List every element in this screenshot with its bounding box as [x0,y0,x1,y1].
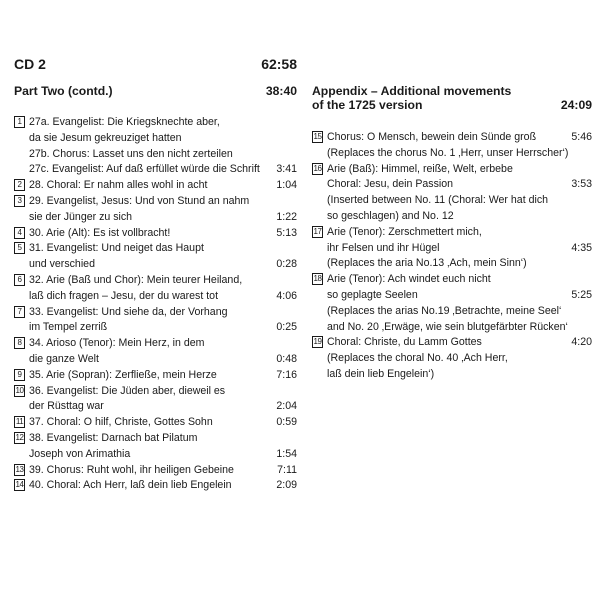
track-lines [29,463,297,479]
track-duration: 7:11 [277,463,297,476]
track-title: 32. Arie (Baß und Chor): Mein teurer Heiland, [29,273,243,286]
track-title: sie der Jünger zu sich [29,210,133,223]
track-title: and No. 20 ‚Erwäge, wie sein blutgefärbter Rücken‘ [327,320,568,333]
track-duration [588,193,592,209]
track-lines [29,194,297,226]
track-lines [29,478,297,494]
track-line [29,289,297,305]
track-title: (Replaces the aria No.13 ‚Ach, mein Sinn‘) [327,257,527,270]
track-number-box: 1 [14,116,25,128]
track-number-box: 9 [14,369,25,381]
track-duration [588,272,592,288]
track-number-cell [312,162,327,225]
track-title: so geplagte Seelen [327,288,418,301]
track-duration [293,305,297,321]
track-lines [29,368,297,384]
track-entry [14,115,297,178]
track-line [29,352,297,368]
track-entry [14,241,297,273]
track-title: 33. Evangelist: Und siehe da, der Vorhang [29,305,228,318]
track-line [29,241,297,257]
track-line [327,272,592,288]
track-line [29,210,297,226]
track-duration [588,146,592,162]
track-line [29,336,297,352]
track-line [29,178,297,194]
track-line [327,351,592,367]
track-line [29,463,297,479]
track-number-box: 16 [313,163,322,173]
track-number-cell [14,368,29,384]
track-title: Chorus: O Mensch, bewein dein Sünde groß [327,131,537,143]
track-line [327,193,592,209]
track-number-cell [312,335,327,382]
track-duration: 4:06 [276,289,297,302]
track-duration [588,209,592,225]
track-duration [588,162,592,178]
track-entry [14,194,297,226]
track-line [327,146,592,162]
track-duration [588,367,592,383]
track-duration [293,115,297,131]
track-duration [293,147,297,163]
track-duration: 4:20 [571,336,592,349]
track-number-box: 17 [313,226,322,236]
track-line [327,335,592,351]
track-duration [293,431,297,447]
track-line [29,399,297,415]
track-line [29,162,297,178]
track-number-cell [14,336,29,368]
track-lines [327,335,592,382]
track-lines [29,178,297,194]
track-duration: 3:53 [571,178,592,191]
track-title: 38. Evangelist: Darnach bat Pilatum [29,431,198,444]
track-title: 28. Choral: Er nahm alles wohl in acht [29,179,208,192]
track-title: 34. Arioso (Tenor): Mein Herz, in dem [29,337,205,350]
track-duration [293,273,297,289]
track-line [327,367,592,383]
track-title: und verschied [29,258,95,271]
track-duration [293,194,297,210]
track-lines [327,130,592,162]
track-number-box: 8 [14,337,25,349]
track-title: der Rüsttag war [29,400,104,413]
track-number-box: 18 [313,274,322,284]
part-two-heading [14,84,297,98]
track-title: da sie Jesum gekreuziget hatten [29,131,182,144]
track-number-cell [312,225,327,272]
track-line [29,447,297,463]
track-entry [14,478,297,494]
cd-total-duration: 62:58 [261,56,297,72]
track-line [29,115,297,131]
track-title: 40. Choral: Ach Herr, laß dein lieb Engelein [29,479,232,492]
part-two-section [14,84,297,494]
track-duration: 5:13 [276,226,297,239]
cd-title: CD 2 [14,56,46,72]
track-lines [327,272,592,335]
track-duration [293,131,297,147]
track-duration: 2:04 [276,400,297,413]
part-two-duration: 38:40 [265,84,297,98]
track-line [29,431,297,447]
track-duration: 4:35 [571,241,592,254]
track-entry [14,384,297,416]
track-number-box: 7 [14,306,25,318]
track-duration: 1:04 [276,179,297,192]
track-title: laß dein lieb Engelein‘) [327,367,435,380]
appendix-section [312,84,592,383]
track-duration: 5:25 [571,288,592,301]
track-entry [14,431,297,463]
track-number-cell [14,463,29,479]
track-title: (Inserted between No. 11 (Choral: Wer hat dich [327,194,549,207]
track-number-cell [14,431,29,463]
track-entry [14,336,297,368]
track-title: 29. Evangelist, Jesus: Und von Stund an nahm [29,194,250,207]
appendix-duration: 24:09 [560,98,592,112]
track-line [29,257,297,273]
track-entry [14,273,297,305]
track-title: Joseph von Arimathia [29,447,131,460]
track-title: 37. Choral: O hilf, Christe, Gottes Sohn [29,416,213,429]
track-line [327,162,592,178]
part-two-title: Part Two (contd.) [14,84,113,98]
track-number-cell [14,241,29,273]
track-lines [29,115,297,178]
track-line [29,147,297,163]
track-duration: 5:46 [571,131,592,143]
part-two-track-list [14,115,297,494]
track-line [327,130,592,146]
track-number-cell [14,305,29,337]
track-duration [588,351,592,367]
track-duration: 2:09 [276,479,297,492]
track-number-box: 3 [14,195,25,207]
track-number-box: 12 [15,432,24,442]
track-line [327,304,592,320]
track-title: 39. Chorus: Ruht wohl, ihr heiligen Gebeine [29,463,234,476]
track-number-box: 11 [15,417,24,427]
track-duration [588,304,592,320]
track-title: 35. Arie (Sopran): Zerfließe, mein Herze [29,368,217,381]
track-entry [14,463,297,479]
track-duration [293,241,297,257]
track-title: so geschlagen) and No. 12 [327,209,454,222]
track-number-cell [14,273,29,305]
track-line [29,194,297,210]
track-title: im Tempel zerriß [29,321,108,334]
track-number-box: 13 [15,464,24,474]
track-title: 36. Evangelist: Die Jüden aber, dieweil es [29,384,226,397]
track-entry [312,130,592,162]
track-line [29,131,297,147]
track-entry [14,226,297,242]
track-lines [29,431,297,463]
track-number-cell [14,194,29,226]
appendix-title: Appendix – Additional movements of the 1725 version [312,84,512,112]
track-number-cell [14,115,29,178]
track-line [29,320,297,336]
track-title: Choral: Christe, du Lamm Gottes [327,336,482,349]
track-title: ihr Felsen und ihr Hügel [327,241,440,254]
track-title: 27c. Evangelist: Auf daß erfüllet würde die Schrift [29,163,260,176]
track-title: Arie (Tenor): Ach windet euch nicht [327,273,491,286]
track-entry [14,415,297,431]
track-title: Arie (Tenor): Zerschmettert mich, [327,225,482,238]
track-number-box: 19 [313,337,322,347]
track-number-box: 15 [313,132,322,141]
track-title: laß dich fragen – Jesu, der du warest tot [29,289,219,302]
track-lines [29,415,297,431]
track-title: 30. Arie (Alt): Es ist vollbracht! [29,226,171,239]
track-duration: 0:28 [276,258,297,271]
track-duration: 0:59 [276,416,297,429]
track-lines [327,162,592,225]
track-number-cell [14,415,29,431]
track-number-cell [312,130,327,162]
track-duration: 1:54 [276,447,297,460]
track-line [327,209,592,225]
track-number-box: 14 [15,480,24,490]
track-duration [293,384,297,400]
track-number-cell [14,478,29,494]
track-duration [293,336,297,352]
track-line [29,368,297,384]
track-title: (Replaces the choral No. 40 ‚Ach Herr, [327,352,508,365]
track-number-cell [14,384,29,416]
track-title: 31. Evangelist: Und neiget das Haupt [29,242,204,255]
track-title: die ganze Welt [29,352,99,365]
track-line [327,177,592,193]
appendix-track-list [312,130,592,383]
track-duration: 1:22 [276,210,297,223]
track-entry [312,225,592,272]
track-entry [14,178,297,194]
track-line [29,384,297,400]
track-number-box: 6 [14,274,25,286]
track-line [327,225,592,241]
track-number-box: 4 [14,227,25,239]
track-entry [312,335,592,382]
track-duration: 0:25 [276,321,297,334]
track-number-cell [14,178,29,194]
track-line [29,273,297,289]
track-lines [29,384,297,416]
track-lines [29,336,297,368]
track-lines [29,226,297,242]
track-duration [588,225,592,241]
track-line [29,305,297,321]
track-line [29,478,297,494]
track-lines [327,225,592,272]
track-line [327,320,592,336]
track-entry [312,272,592,335]
track-entry [14,368,297,384]
track-duration [588,320,592,336]
track-entry [312,162,592,225]
track-duration: 3:41 [276,163,297,176]
track-number-cell [14,226,29,242]
track-lines [29,241,297,273]
track-number-box: 2 [14,179,25,191]
track-line [327,241,592,257]
track-number-box: 5 [14,242,25,254]
track-lines [29,305,297,337]
track-number-cell [312,272,327,335]
track-duration [588,256,592,272]
appendix-heading [312,84,592,112]
track-title: Choral: Jesu, dein Passion [327,178,454,191]
track-title: (Replaces the arias No.19 ‚Betrachte, meine Seel‘ [327,304,562,317]
track-line [327,288,592,304]
track-duration: 7:16 [276,368,297,381]
track-title: (Replaces the chorus No. 1 ‚Herr, unser Herrscher‘) [327,146,569,159]
track-lines [29,273,297,305]
track-line [29,415,297,431]
track-entry [14,305,297,337]
track-line [327,256,592,272]
track-title: 27b. Chorus: Lasset uns den nicht zerteilen [29,147,233,160]
cd-heading [14,56,297,72]
track-duration: 0:48 [276,352,297,365]
track-title: Arie (Baß): Himmel, reiße, Welt, erbebe [327,162,513,175]
track-number-box: 10 [15,385,24,395]
track-line [29,226,297,242]
track-title: 27a. Evangelist: Die Kriegsknechte aber, [29,116,220,128]
